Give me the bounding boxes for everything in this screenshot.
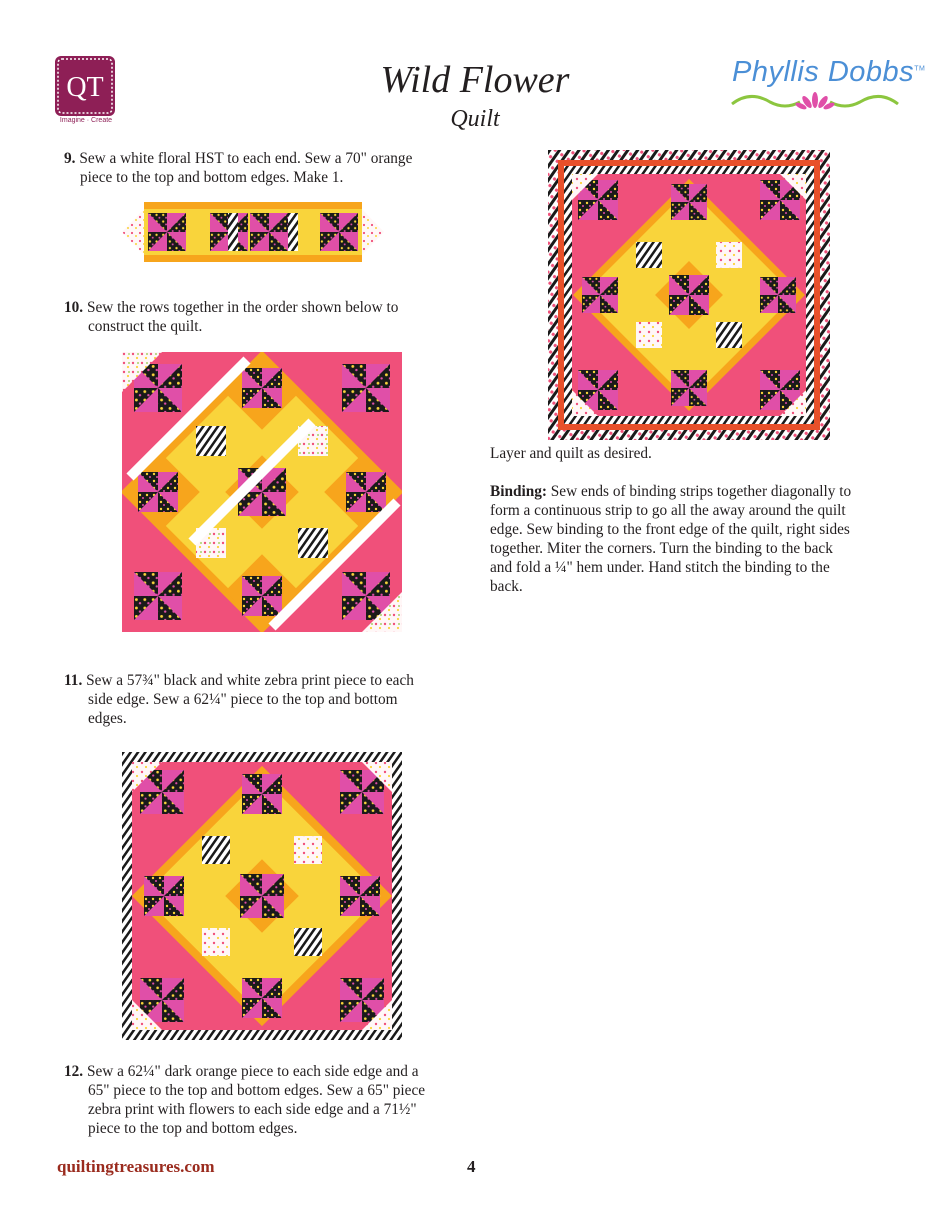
quilt-rows-diagram: [122, 352, 402, 632]
step-10: [64, 298, 474, 336]
step-number: 10.: [64, 299, 84, 316]
step-text-line1: Sew a 57¾" black and white zebra print piece to each: [86, 672, 414, 689]
step-9: [64, 149, 474, 187]
step-text-line2: 65" piece to the top and bottom edges. Sew a 65" piece: [88, 1082, 426, 1099]
designer-logo-tm: TM: [914, 65, 926, 73]
row-strip-image: [122, 199, 384, 265]
step-11: [64, 671, 474, 728]
page-number: 4: [467, 1157, 476, 1176]
designer-logo-name: Phyllis Dobbs: [732, 56, 915, 88]
step-number: 12.: [64, 1063, 84, 1080]
step-text-line2: construct the quilt.: [88, 318, 203, 335]
qt-logo-icon: [55, 56, 115, 116]
qt-logo-letters: QT: [66, 72, 104, 103]
step-text-line1: Sew the rows together in the order shown below to: [86, 299, 399, 316]
binding-instructions: [490, 482, 910, 596]
step-text-line3: zebra print with flowers to each side edge and a 71½": [88, 1101, 417, 1118]
binding-line: Sew ends of binding strips together diagonally to: [550, 483, 852, 500]
step-12: [64, 1062, 484, 1138]
step-text-line3: edges.: [88, 710, 127, 727]
binding-line: together. Miter the corners. Turn the binding to the back: [490, 540, 833, 557]
page-title: Wild Flower: [380, 59, 570, 101]
step-number: 11.: [64, 672, 83, 689]
step-text-line2: piece to the top and bottom edges. Make 1.: [80, 169, 344, 186]
binding-line: and fold a ¼" hem under. Hand stitch the binding to the: [490, 559, 830, 576]
qt-logo-tagline: Imagine · Create: [59, 117, 113, 124]
step-text-line1: Sew a 62¼" dark orange piece to each side edge and a: [86, 1063, 419, 1080]
binding-line: back.: [490, 578, 523, 595]
quilt-zebra-border-image: [122, 752, 402, 1040]
website-link[interactable]: quiltingtreasures.com: [57, 1157, 215, 1176]
step-text-line2: side edge. Sew a 62¼" piece to the top and bottom: [88, 691, 398, 708]
finished-quilt-image: [548, 150, 830, 440]
binding-line: form a continuous strip to go all the away around the quilt: [490, 502, 846, 519]
designer-logo-text: [732, 56, 925, 89]
binding-line: edge. Sew binding to the front edge of the quilt, right sides: [490, 521, 850, 538]
step-number: 9.: [64, 150, 76, 167]
page-subtitle: Quilt: [450, 106, 500, 132]
step-text-line4: piece to the top and bottom edges.: [88, 1120, 298, 1137]
layer-quilt-text: Layer and quilt as desired.: [490, 445, 652, 462]
phyllis-dobbs-flower-icon: [730, 90, 900, 116]
binding-label: Binding:: [490, 483, 547, 500]
step-text-line1: Sew a white floral HST to each end. Sew a 70" orange: [79, 150, 413, 167]
